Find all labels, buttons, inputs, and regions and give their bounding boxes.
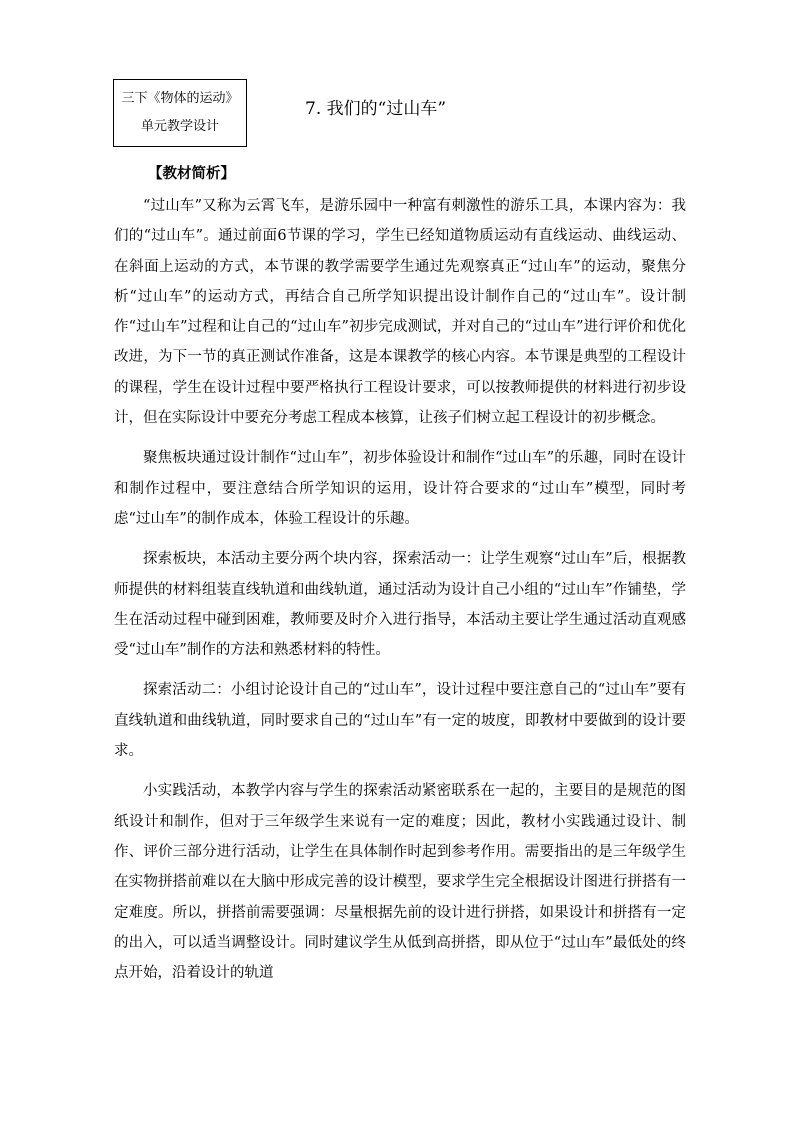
unit-label-line1: 三下《物体的运动》 [121, 91, 239, 106]
paragraph: 探索活动二：小组讨论设计自己的“过山车”，设计过程中要注意自己的“过山车”要有直线轨道和曲线轨道，同时要求自己的“过山车”有一定的坡度，即教材中要做到的设计要求。 [114, 682, 686, 760]
paragraph: 聚焦板块通过设计制作“过山车”，初步体验设计和制作“过山车”的乐趣，同时在设计和制作过程中，要注意结合所学知识的运用，设计符合要求的“过山车”模型，同时考虑“过山车”的制作成本，体验工程设计的乐趣。 [114, 450, 686, 527]
unit-label-box [113, 79, 247, 147]
unit-label-line2: 单元教学设计 [140, 119, 219, 134]
section-heading: 【教材简析】 [148, 165, 235, 182]
document-body [114, 191, 686, 998]
paragraph: “过山车”又称为云霄飞车，是游乐园中一种富有刺激性的游乐工具，本课内容为：我们的“过山车”。通过前面6节课的学习，学生已经知道物质运动有直线运动、曲线运动、在斜面上运动的方式，本节课的教学需要学生通过先观察真正“过山车”的运动，聚焦分析“过山车”的运动方式，再结合自己所学知识提出设计制作自己的“过山车”。设计制作“过山车”过程和让自己的“过山车”初步完成测试，并对自己的“过山车”进行评价和优化改进，为下一节的真正测试作准备，这是本课教学的核心内容。本节课是典型的工程设计的课程，学生在设计过程中要严格执行工程设计要求，可以按教师提供的材料进行初步设计，但在实际设计中要充分考虑工程成本核算，让孩子们树立起工程设计的初步概念。 [114, 198, 686, 427]
paragraph: 探索板块，本活动主要分两个块内容，探索活动一：让学生观察“过山车”后，根据教师提供的材料组装直线轨道和曲线轨道，通过活动为设计自己小组的“过山车”作铺垫，学生在活动过程中碰到困难，教师要及时介入进行指导，本活动主要让学生通过活动直观感受“过山车”制作的方法和熟悉材料的特性。 [114, 551, 686, 659]
lesson-title: 7. 我们的“过山车” [305, 99, 447, 119]
paragraph: 小实践活动，本教学内容与学生的探索活动紧密联系在一起的，主要目的是规范的图纸设计和制作，但对于三年级学生来说有一定的难度；因此，教材小实践通过设计、制作、评价三部分进行活动，让学生在具体制作时起到参考作用。需要指出的是三年级学生在实物拼搭前难以在大脑中形成完善的设计模型，要求学生完全根据设计图进行拼搭有一定难度。所以，拼搭前需要强调：尽量根据先前的设计进行拼搭，如果设计和拼搭有一定的出入，可以适当调整设计。同时建议学生从低到高拼搭，即从位于“过山车”最低处的终点开始，沿着设计的轨道 [114, 783, 686, 982]
